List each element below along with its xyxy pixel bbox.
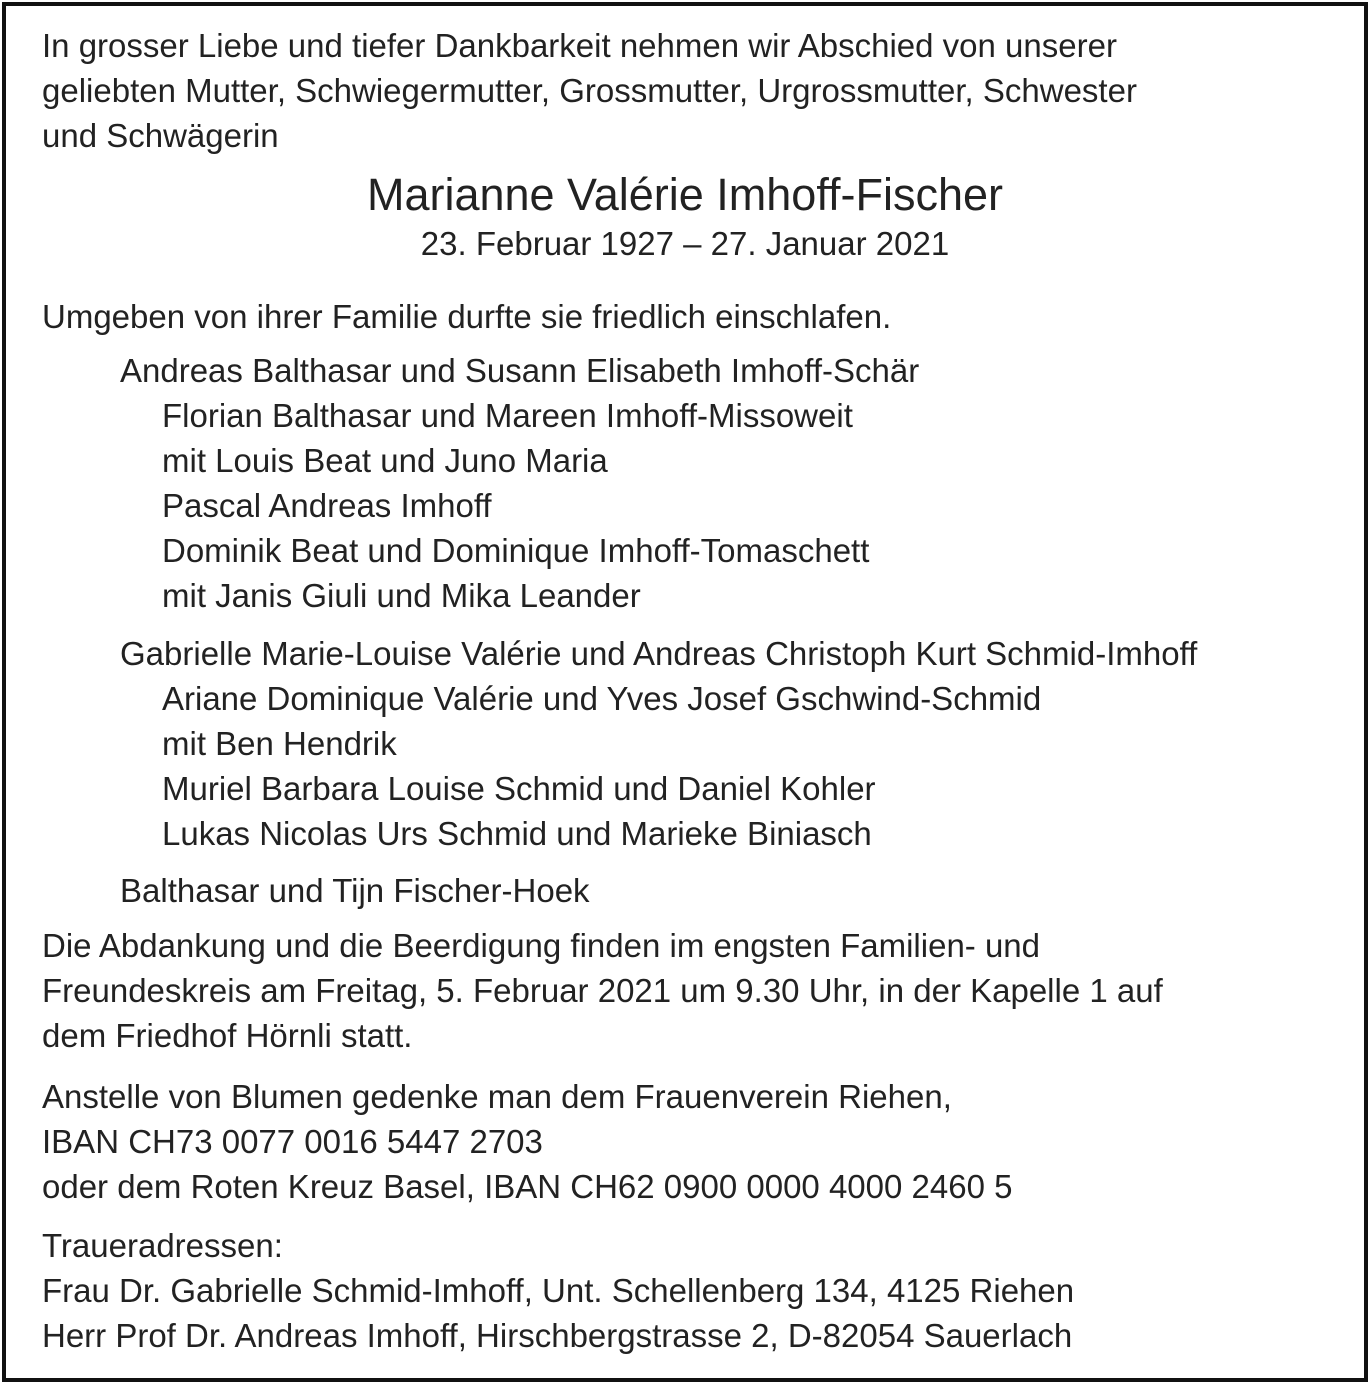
intro-text [42,23,1137,158]
family-member: mit Ben Hendrik [162,725,397,762]
family-head: Balthasar und Tijn Fischer-Hoek [120,872,590,909]
intro-line: In grosser Liebe und tiefer Dankbarkeit nehmen wir Abschied von unserer [42,27,1117,64]
passing-text: Umgeben von ihrer Familie durfte sie friedlich einschlafen. [42,298,892,335]
ceremony-line: Die Abdankung und die Beerdigung finden im engsten Familien- und [42,927,1041,964]
deceased-name: Marianne Valérie Imhoff-Fischer [366,169,1004,220]
family-head: Gabrielle Marie-Louise Valérie und Andreas Christoph Kurt Schmid-Imhoff [120,635,1198,672]
intro-line: und Schwägerin [42,117,279,154]
family-member: Dominik Beat und Dominique Imhoff-Tomaschett [162,532,870,569]
ceremony-line: Freundeskreis am Freitag, 5. Februar 2021 um 9.30 Uhr, in der Kapelle 1 auf [42,972,1163,1009]
address-line: Herr Prof Dr. Andreas Imhoff, Hirschbergstrasse 2, D-82054 Sauerlach [42,1317,1073,1354]
addresses-text [42,1223,1074,1358]
family-member: Ariane Dominique Valérie und Yves Josef Gschwind-Schmid [162,680,1042,717]
donation-line: oder dem Roten Kreuz Basel, IBAN CH62 0900 0000 4000 2460 5 [42,1168,1013,1205]
donation-line: Anstelle von Blumen gedenke man dem Frauenverein Riehen, [42,1078,952,1115]
family-member: mit Louis Beat und Juno Maria [162,442,608,479]
donation-line: IBAN CH73 0077 0016 5447 2703 [42,1123,543,1160]
intro-line: geliebten Mutter, Schwiegermutter, Grossmutter, Urgrossmutter, Schwester [42,72,1137,109]
family-member: Lukas Nicolas Urs Schmid und Marieke Biniasch [162,815,872,852]
addresses-heading: Traueradressen: [42,1227,283,1264]
family-group [120,348,919,618]
ceremony-text [42,923,1163,1058]
ceremony-line: dem Friedhof Hörnli statt. [42,1017,413,1054]
family-group [120,868,590,913]
address-line: Frau Dr. Gabrielle Schmid-Imhoff, Unt. Schellenberg 134, 4125 Riehen [42,1272,1075,1309]
family-member: Florian Balthasar und Mareen Imhoff-Missoweit [162,397,853,434]
donations-text [42,1074,1012,1209]
family-head: Andreas Balthasar und Susann Elisabeth Imhoff-Schär [120,352,920,389]
family-member: mit Janis Giuli und Mika Leander [162,577,641,614]
family-group [120,631,1197,856]
family-member: Pascal Andreas Imhoff [162,487,492,524]
life-dates: 23. Februar 1927 – 27. Januar 2021 [420,225,950,262]
family-member: Muriel Barbara Louise Schmid und Daniel Kohler [162,770,876,807]
